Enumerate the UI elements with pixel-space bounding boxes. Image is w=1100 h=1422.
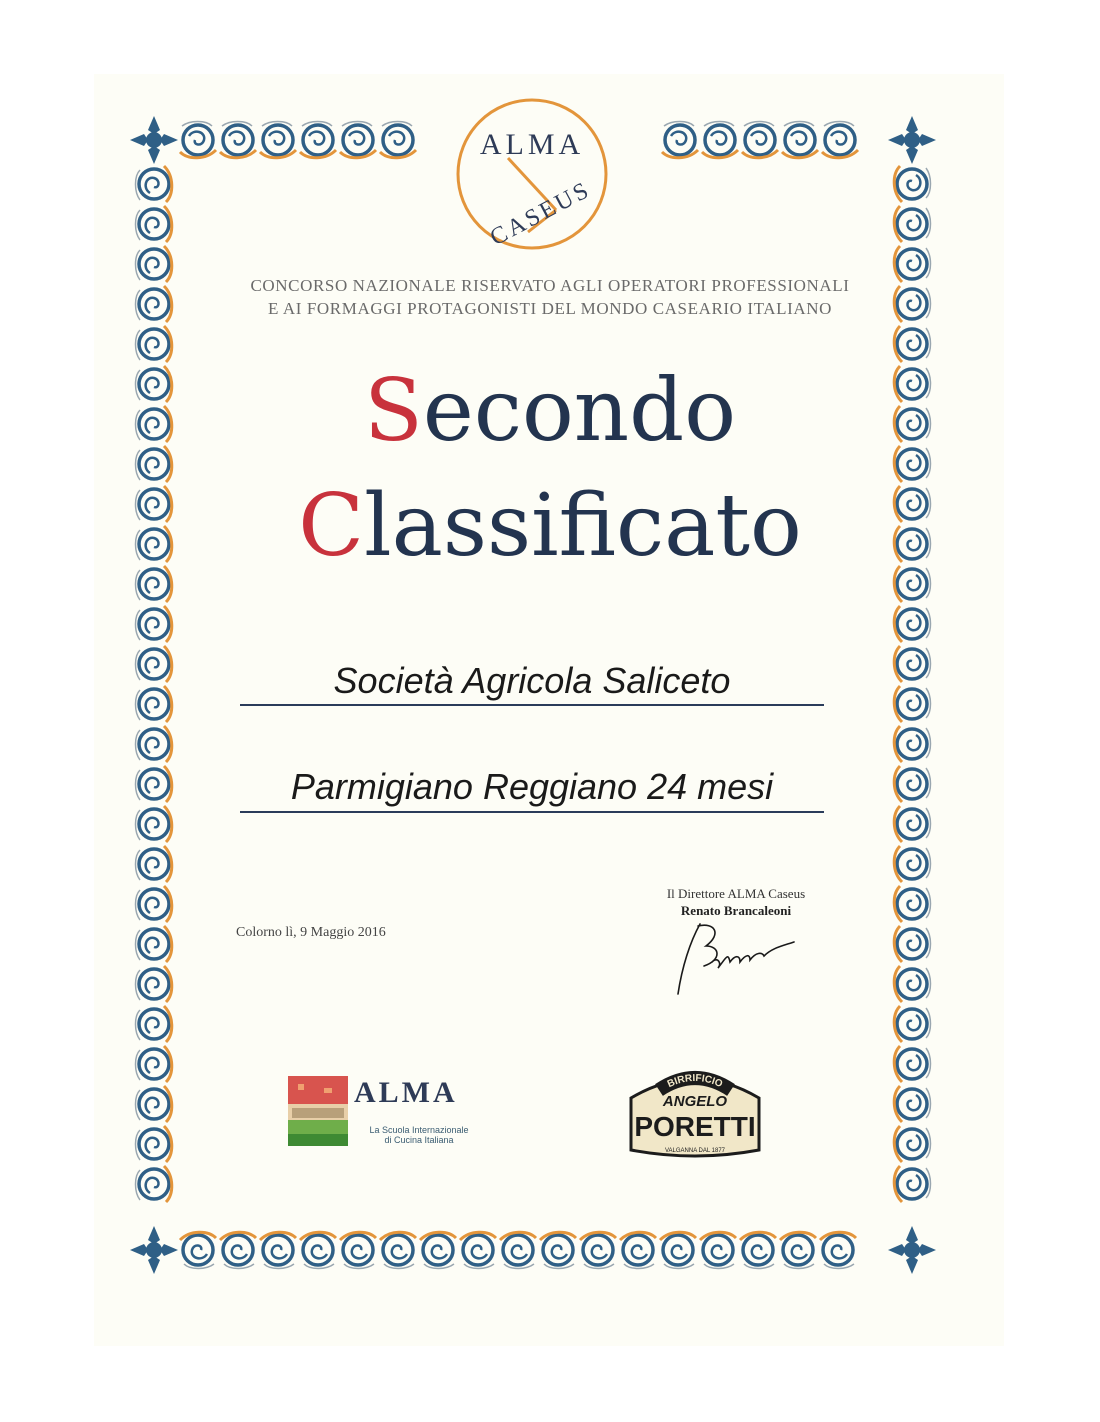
border-scroll-tile xyxy=(136,806,172,842)
border-scroll-tile xyxy=(136,1006,172,1042)
title-line1-initial: S xyxy=(364,361,423,461)
director-signature xyxy=(660,912,800,1002)
border-scroll-tile xyxy=(894,566,930,602)
border-scroll-tile xyxy=(822,122,858,158)
border-scroll-tile xyxy=(260,1232,296,1268)
poretti-logo-middle-text: ANGELO xyxy=(662,1093,728,1110)
corner-ornament-bl xyxy=(130,1226,178,1274)
title-line2-rest: lassificato xyxy=(364,476,802,576)
border-scroll-tile xyxy=(620,1232,656,1268)
border-scroll-tile xyxy=(136,326,172,362)
border-scroll-tile xyxy=(380,122,416,158)
border-scroll-tile xyxy=(894,1166,930,1202)
border-scroll-tile xyxy=(180,1232,216,1268)
director-name: Renato Brancaleoni xyxy=(680,903,792,918)
title-line2-initial: C xyxy=(298,476,365,576)
border-scroll-tile xyxy=(894,1046,930,1082)
border-scroll-tile xyxy=(220,1232,256,1268)
border-scroll-tile xyxy=(894,1126,930,1162)
border-scroll-tile xyxy=(894,1006,930,1042)
place-date: Colorno lì, 9 Maggio 2016 xyxy=(236,925,386,940)
border-scroll-tile xyxy=(894,926,930,962)
poretti-brewery-logo xyxy=(625,1064,765,1164)
border-scroll-tile xyxy=(894,726,930,762)
border-scroll-tile xyxy=(894,1086,930,1122)
border-scroll-tile xyxy=(894,886,930,922)
poretti-logo-bottom-text: VALGANNA DAL 1877 xyxy=(664,1148,726,1154)
competition-subtitle-line2: E AI FORMAGGI PROTAGONISTI DEL MONDO CASEARIO ITALIANO xyxy=(267,299,833,318)
border-scroll-tile xyxy=(136,566,172,602)
border-scroll-tile xyxy=(136,1046,172,1082)
border-scroll-tile xyxy=(136,766,172,802)
border-scroll-tile xyxy=(136,166,172,202)
border-scroll-tile xyxy=(660,1232,696,1268)
border-scroll-tile xyxy=(136,206,172,242)
alma-tagline-line1: La Scuola Internazionale xyxy=(369,1125,469,1135)
border-scroll-tile xyxy=(460,1232,496,1268)
border-scroll-tile xyxy=(894,846,930,882)
border-scroll-tile xyxy=(136,1086,172,1122)
product-name: Parmigiano Reggiano 24 mesi xyxy=(290,766,774,807)
border-scroll-tile xyxy=(894,686,930,722)
border-scroll-tile xyxy=(580,1232,616,1268)
border-scroll-tile xyxy=(780,1232,816,1268)
border-scroll-tile xyxy=(894,326,930,362)
border-scroll-tile xyxy=(220,122,256,158)
alma-school-tagline xyxy=(354,1126,484,1146)
border-scroll-tile xyxy=(136,726,172,762)
border-scroll-tile xyxy=(136,966,172,1002)
border-scroll-tile xyxy=(136,646,172,682)
border-scroll-tile xyxy=(340,122,376,158)
poretti-logo-top-text: BIRRIFICIO xyxy=(665,1072,725,1091)
border-scroll-tile xyxy=(300,1232,336,1268)
border-scroll-tile xyxy=(894,606,930,642)
border-scroll-tile xyxy=(136,926,172,962)
title-line1 xyxy=(150,361,950,461)
border-scroll-tile xyxy=(742,122,778,158)
border-scroll-tile xyxy=(702,122,738,158)
corner-ornament-br xyxy=(888,1226,936,1274)
border-scroll-tile xyxy=(662,122,698,158)
border-scroll-tile xyxy=(894,966,930,1002)
border-scroll-tile xyxy=(136,606,172,642)
company-name: Società Agricola Saliceto xyxy=(333,660,731,701)
border-scroll-tile xyxy=(782,122,818,158)
alma-caseus-logo xyxy=(450,92,614,256)
alma-tagline-line2: di Cucina Italiana xyxy=(384,1134,454,1145)
border-scroll-tile xyxy=(136,886,172,922)
competition-subtitle-line1: CONCORSO NAZIONALE RISERVATO AGLI OPERATORI PROFESSIONALI xyxy=(250,276,850,295)
border-scroll-tile xyxy=(820,1232,856,1268)
border-scroll-tile xyxy=(894,166,930,202)
border-scroll-tile xyxy=(136,846,172,882)
company-underline xyxy=(240,704,824,706)
alma-school-wordmark: ALMA xyxy=(354,1076,458,1109)
director-title: Il Direttore ALMA Caseus xyxy=(666,886,806,901)
corner-ornament-tr xyxy=(888,116,936,164)
border-scroll-tile xyxy=(700,1232,736,1268)
border-scroll-tile xyxy=(894,206,930,242)
border-scroll-tile xyxy=(894,646,930,682)
border-scroll-tile xyxy=(136,1166,172,1202)
alma-school-logo xyxy=(288,1076,488,1156)
border-scroll-tile xyxy=(300,122,336,158)
alma-caseus-logo-text-alma: ALMA xyxy=(479,128,585,161)
poretti-logo-main-text: PORETTI xyxy=(634,1111,756,1142)
product-underline xyxy=(240,811,824,813)
border-scroll-tile xyxy=(420,1232,456,1268)
title-line2 xyxy=(150,476,950,576)
border-scroll-tile xyxy=(894,766,930,802)
border-scroll-tile xyxy=(540,1232,576,1268)
alma-caseus-logo-text-caseus: CASEUS xyxy=(486,176,596,252)
border-scroll-tile xyxy=(180,122,216,158)
border-scroll-tile xyxy=(340,1232,376,1268)
border-scroll-tile xyxy=(740,1232,776,1268)
border-scroll-tile xyxy=(136,686,172,722)
border-scroll-tile xyxy=(260,122,296,158)
border-scroll-tile xyxy=(894,806,930,842)
border-scroll-tile xyxy=(500,1232,536,1268)
border-scroll-tile xyxy=(380,1232,416,1268)
title-line1-rest: econdo xyxy=(422,361,736,461)
alma-building-picture xyxy=(288,1076,348,1146)
corner-ornament-tl xyxy=(130,116,178,164)
border-scroll-tile xyxy=(136,1126,172,1162)
